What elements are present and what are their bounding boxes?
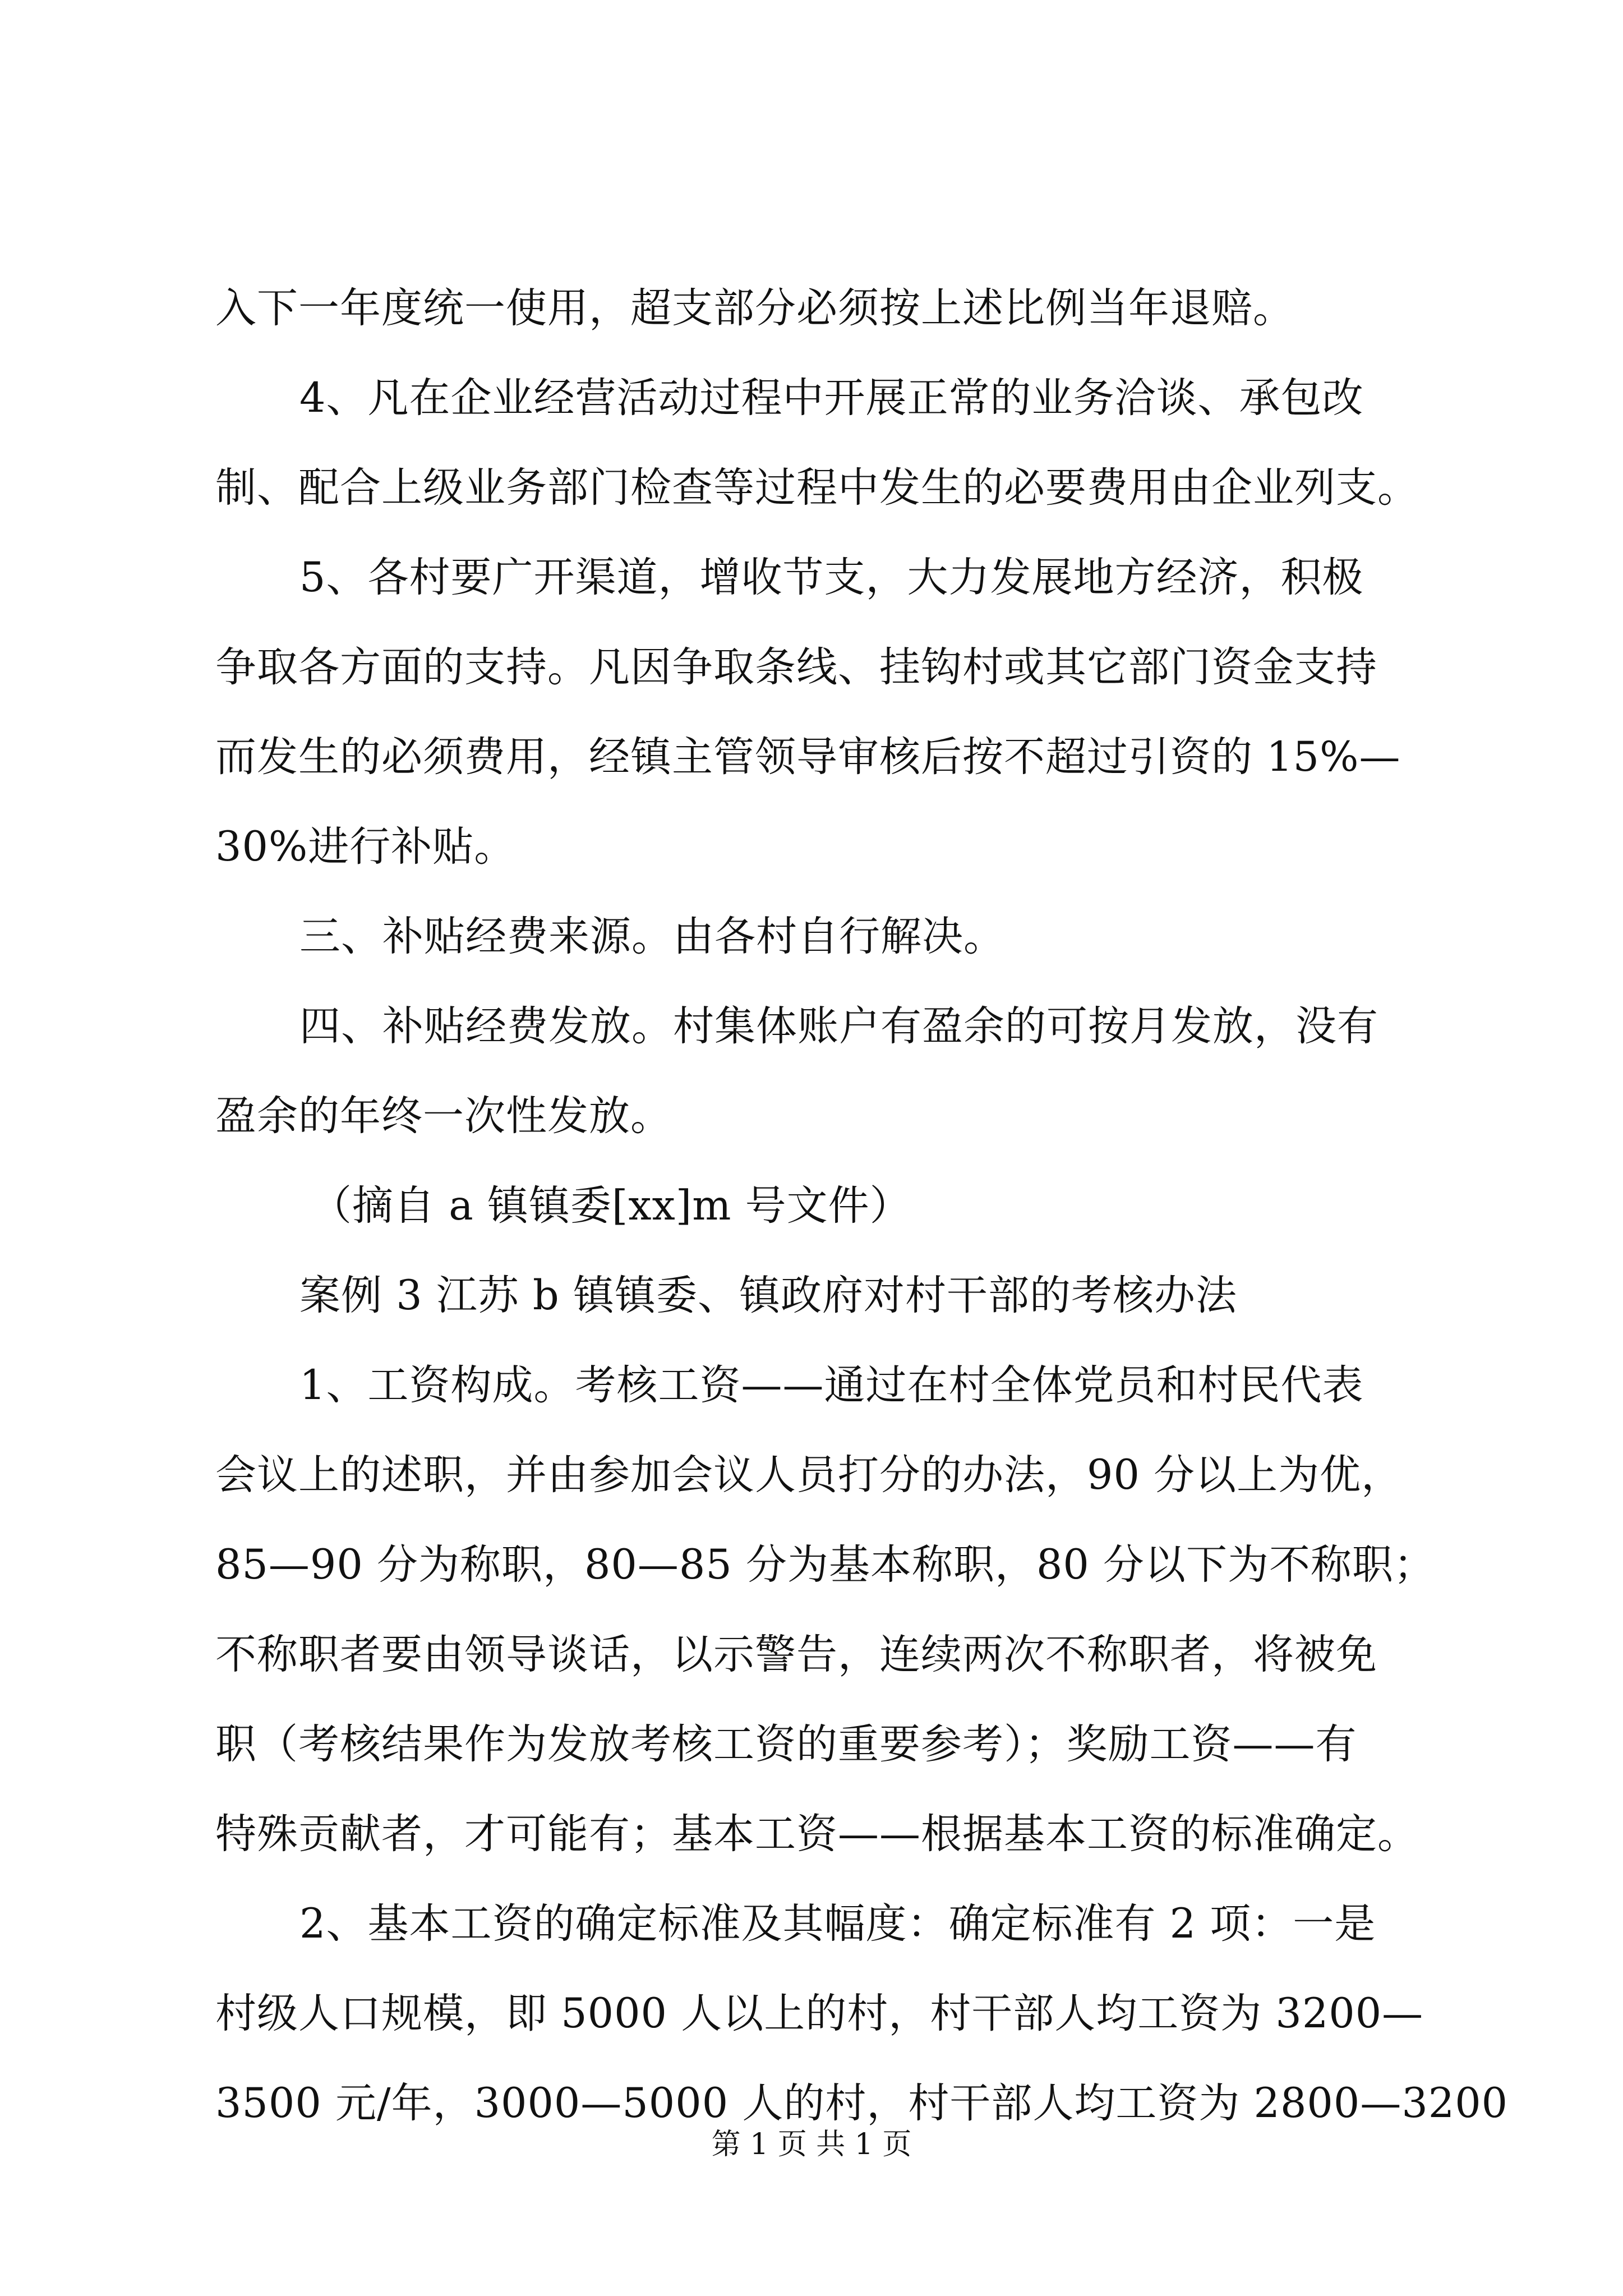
text-line: 30%进行补贴。	[215, 823, 516, 871]
text-line: 盈余的年终一次性发放。	[215, 1092, 672, 1140]
text-line: 职（考核结果作为发放考核工资的重要参考）；奖励工资——有	[215, 1720, 1357, 1768]
source-note: （摘自 a 镇镇委[xx]m 号文件）	[311, 1182, 911, 1230]
text-line: 85—90 分为称职，80—85 分为基本称职，80 分以下为不称职；	[215, 1541, 1436, 1589]
section-four: 四、补贴经费发放。村集体账户有盈余的可按月发放，没有	[299, 1002, 1378, 1050]
paragraph-item-5: 5、各村要广开渠道，增收节支，大力发展地方经济，积极	[299, 554, 1364, 601]
text-line: 不称职者要由领导谈话，以示警告，连续两次不称职者，将被免	[215, 1631, 1377, 1678]
paragraph-item-1: 1、工资构成。考核工资——通过在村全体党员和村民代表	[299, 1361, 1364, 1409]
case-heading: 案例 3 江苏 b 镇镇委、镇政府对村干部的考核办法	[299, 1272, 1237, 1319]
text-line: 会议上的述职，并由参加会议人员打分的办法，90 分以上为优，	[215, 1451, 1403, 1499]
page-footer: 第 1 页 共 1 页	[711, 2128, 912, 2161]
text-line: 3500 元/年，3000—5000 人的村，村干部人均工资为 2800—3200	[215, 2079, 1509, 2127]
paragraph-item-2: 2、基本工资的确定标准及其幅度：确定标准有 2 项：一是	[299, 1900, 1376, 1948]
document-body	[215, 264, 1509, 2148]
text-line: 争取各方面的支持。凡因争取条线、挂钩村或其它部门资金支持	[215, 643, 1377, 691]
text-line: 制、配合上级业务部门检查等过程中发生的必要费用由企业列支。	[215, 464, 1419, 512]
paragraph-item-4: 4、凡在企业经营活动过程中开展正常的业务洽谈、承包改	[299, 374, 1364, 422]
text-line: 特殊贡献者，才可能有；基本工资——根据基本工资的标准确定。	[215, 1810, 1419, 1858]
text-line: 入下一年度统一使用，超支部分必须按上述比例当年退赔。	[215, 284, 1294, 332]
section-three: 三、补贴经费来源。由各村自行解决。	[299, 913, 1005, 960]
text-line: 而发生的必须费用，经镇主管领导审核后按不超过引资的 15%—	[215, 733, 1401, 781]
text-line: 村级人口规模，即 5000 人以上的村，村干部人均工资为 3200—	[215, 1990, 1424, 2037]
